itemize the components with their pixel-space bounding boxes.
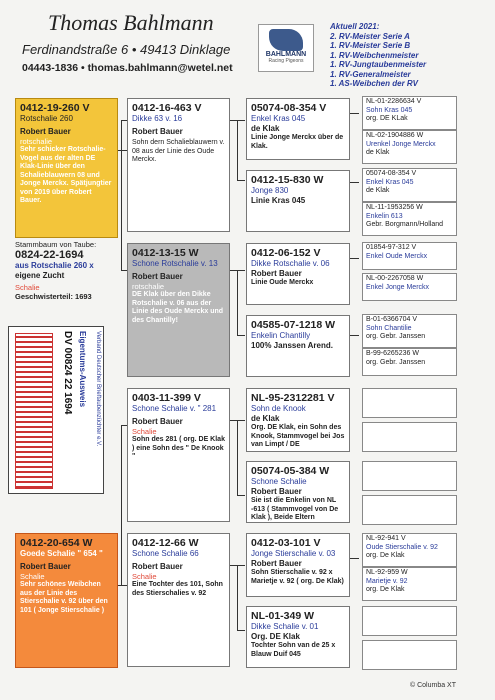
great-grandparent-card[interactable] bbox=[246, 98, 350, 160]
empty-ancestor-box bbox=[362, 606, 457, 636]
ggp-name: Sohn de Knook bbox=[251, 404, 306, 413]
ggp-name: Dikke Schalie v. 01 bbox=[251, 622, 319, 631]
father-color: rotschalie bbox=[20, 137, 53, 146]
ancestor-owner: org. De Klak bbox=[366, 552, 405, 559]
mother-desc: Sehr schönes Weibchen aus der Linie des Stierschalie v. 92 über den 101 ( Jonge Stierschalie ) bbox=[20, 581, 108, 614]
ggp-desc: Sohn Stierschalie v. 92 x Marietje v. 92 ( org. De Klak) bbox=[251, 569, 344, 585]
ggp-name: Jonge 830 bbox=[251, 186, 289, 195]
ggp-ring: NL-95-2312281 V bbox=[251, 392, 335, 404]
gp-desc: DE Klak über den Dikke Rotschalie v. 06 aus der Linie des Oude Merckx und des Chantilly! bbox=[132, 291, 224, 324]
ancestor-ring: NL-92-959 W bbox=[366, 569, 408, 576]
pigeon-logo-icon bbox=[269, 29, 303, 51]
main-ring: 0824-22-1694 bbox=[15, 249, 84, 261]
ggp-owner: de Klak bbox=[251, 414, 280, 423]
ancestor-ring: 05074-08-354 V bbox=[366, 170, 417, 177]
ancestor-ring: NL-02-1904886 W bbox=[366, 132, 424, 139]
gp-owner: Robert Bauer bbox=[132, 562, 183, 571]
empty-ancestor-box bbox=[362, 422, 457, 452]
ancestor-owner: org. Gebr. Janssen bbox=[366, 333, 426, 340]
ancestor-box[interactable] bbox=[362, 567, 457, 601]
ggp-desc: Linie Oude Merckx bbox=[251, 279, 314, 286]
ancestor-owner: de Klak bbox=[366, 149, 390, 156]
gp-ring: 0403-11-399 V bbox=[132, 392, 201, 404]
ggp-name: Jonge Stierschalie v. 03 bbox=[251, 549, 336, 558]
ancestor-name: Oude Stierschalie v. 92 bbox=[366, 543, 438, 551]
stamp-ring: DV 00824 22 1694 bbox=[62, 331, 73, 415]
grandparent-card[interactable] bbox=[127, 98, 230, 232]
ggp-owner: 100% Janssen Arend. bbox=[251, 341, 333, 350]
ancestor-box[interactable] bbox=[362, 314, 457, 348]
mother-ring: 0412-20-654 W bbox=[20, 537, 93, 549]
ggp-name: Enkelin Chantilly bbox=[251, 331, 311, 340]
ggp-desc: Org. DE Klak, ein Sohn des Knook, Stammvogel bei Jos van Limpt / DE bbox=[251, 424, 345, 448]
ancestor-ring: NL-01-2286634 V bbox=[366, 98, 422, 105]
father-name: Rotschalie 260 bbox=[20, 114, 73, 123]
ggp-ring: NL-01-349 W bbox=[251, 610, 315, 622]
empty-ancestor-box bbox=[362, 640, 457, 670]
achievement-item: 1. AS-Weibchen der RV bbox=[330, 79, 419, 88]
grandparent-card[interactable] bbox=[127, 243, 230, 377]
ancestor-owner: Gebr. Borgmann/Holland bbox=[366, 221, 444, 228]
ggp-owner: de Klak bbox=[251, 124, 280, 133]
ancestor-box[interactable] bbox=[362, 242, 457, 270]
mother-owner: Robert Bauer bbox=[20, 562, 71, 571]
ggp-ring: 05074-05-384 W bbox=[251, 465, 330, 477]
ggp-name: Enkel Kras 045 bbox=[251, 114, 306, 123]
main-pigeon bbox=[15, 240, 120, 312]
ancestor-box[interactable] bbox=[362, 533, 457, 567]
ancestor-owner: org. DE KLak bbox=[366, 115, 408, 122]
great-grandparent-card[interactable] bbox=[246, 243, 350, 305]
ancestor-name: Enkel Kras 045 bbox=[366, 178, 414, 186]
mother-name: Goede Schalie " 654 " bbox=[20, 549, 103, 558]
ggp-desc: Linie Jonge Merckx über de Klak. bbox=[251, 134, 344, 150]
ancestor-box[interactable] bbox=[362, 273, 457, 301]
ancestor-owner: de Klak bbox=[366, 187, 390, 194]
ancestor-owner: org. Gebr. Janssen bbox=[366, 358, 426, 366]
ancestor-name: Sohn Kras 045 bbox=[366, 106, 413, 114]
empty-ancestor-box bbox=[362, 461, 457, 491]
ggp-owner: Robert Bauer bbox=[251, 487, 302, 496]
logo bbox=[258, 24, 314, 72]
breeder-address: Ferdinandstraße 6 • 49413 Dinklage bbox=[22, 42, 231, 57]
ancestor-owner: org. De Klak bbox=[366, 586, 405, 593]
ancestor-ring: NL-92-941 V bbox=[366, 535, 406, 542]
main-mother-ref: eigene Zucht bbox=[15, 271, 65, 280]
gp-ring: 0412-13-15 W bbox=[132, 247, 199, 259]
father-ring: 0412-19-260 V bbox=[20, 102, 90, 114]
ancestor-name: Urenkel Jonge Merckx bbox=[366, 140, 436, 148]
pedigree-caption: Stammbaum von Taube: bbox=[15, 240, 97, 249]
great-grandparent-card[interactable] bbox=[246, 606, 350, 668]
achievements-title: Aktuell 2021: bbox=[330, 22, 380, 31]
ggp-desc: Tochter Sohn van de 25 x Blauw Duif 045 bbox=[251, 642, 336, 658]
gp-ring: 0412-12-66 W bbox=[132, 537, 199, 549]
ancestor-name: Sohn Chantilie bbox=[366, 324, 412, 332]
great-grandparent-card[interactable] bbox=[246, 533, 350, 597]
gp-name: Schone Schalie 66 bbox=[132, 549, 199, 558]
logo-text: BAHLMANN bbox=[265, 51, 307, 58]
ancestor-box[interactable] bbox=[362, 348, 457, 376]
ggp-owner: Org. DE Klak bbox=[251, 632, 300, 641]
gp-owner: Robert Bauer bbox=[132, 127, 183, 136]
gp-color: Schalie bbox=[132, 427, 157, 436]
father-card[interactable] bbox=[15, 98, 118, 238]
gp-color: Schalie bbox=[132, 572, 157, 581]
gp-owner: Robert Bauer bbox=[132, 272, 183, 281]
ggp-owner: Robert Bauer bbox=[251, 559, 302, 568]
gp-ring: 0412-16-463 V bbox=[132, 102, 202, 114]
gp-desc: Eine Tochter des 101, Sohn des Stierschalies v. 92 bbox=[132, 581, 223, 597]
great-grandparent-card[interactable] bbox=[246, 461, 350, 523]
eagle-icon bbox=[15, 333, 53, 489]
father-owner: Robert Bauer bbox=[20, 127, 71, 136]
ancestor-name: Enkelin 613 bbox=[366, 212, 403, 220]
ancestor-ring: NL-00-2267058 W bbox=[366, 275, 424, 282]
ancestor-ring: B-99-6265236 W bbox=[366, 350, 419, 357]
great-grandparent-card[interactable] bbox=[246, 388, 350, 452]
grandparent-card[interactable] bbox=[127, 388, 230, 522]
ggp-ring: 0412-03-101 V bbox=[251, 537, 321, 549]
ancestor-ring: 01854-97-312 V bbox=[366, 244, 417, 251]
ancestor-name: Enkel Oude Merckx bbox=[366, 252, 428, 260]
achievement-item: 1. RV-Meister Serie B bbox=[330, 41, 411, 50]
achievement-item: 1. RV-Jungtaubenmeister bbox=[330, 60, 427, 69]
stamp-org: Verband Deutscher Brieftaubenzüchter e.V. bbox=[95, 331, 101, 447]
footer-credit: © Columba XT bbox=[410, 682, 457, 689]
ancestor-box[interactable] bbox=[362, 202, 457, 236]
ancestor-box[interactable] bbox=[362, 168, 457, 202]
gp-desc: Sohn dern Schalieblauwern v. 08 aus der Linie des Oude Merckx. bbox=[132, 139, 225, 163]
ancestor-box[interactable] bbox=[362, 130, 457, 164]
achievement-item: 1. RV-Generalmeister bbox=[330, 69, 411, 79]
gp-name: Dikke 63 v. 16 bbox=[132, 114, 183, 123]
mother-color: Schalie bbox=[20, 572, 45, 581]
ancestor-ring: B-01-6366704 V bbox=[366, 316, 417, 323]
gp-name: Schone Rotschalie v. 13 bbox=[132, 259, 218, 268]
stamp-title: Eigentums-Ausweis bbox=[78, 331, 87, 408]
ancestor-name: Marietje v. 92 bbox=[366, 577, 408, 585]
main-sibling: Geschwisterteil: 1693 bbox=[15, 292, 92, 301]
breeder-contact: 04443-1836 • thomas.bahlmann@wetel.net bbox=[22, 62, 233, 74]
father-desc: Sehr schicker Rotschalie-Vogel aus der alten DE Klak-Linie über den Schalieblauwern 08 und Jonge Merckx. Spätjungtier von 2019 über Robert Bauer. bbox=[20, 146, 112, 204]
ownership-card bbox=[8, 326, 104, 494]
ggp-ring: 0412-15-830 W bbox=[251, 174, 324, 186]
empty-ancestor-box bbox=[362, 388, 457, 418]
achievements bbox=[330, 22, 426, 89]
ggp-owner: Linie Kras 045 bbox=[251, 196, 306, 205]
achievement-item: 1. RV-Weibchenmeister bbox=[330, 50, 419, 60]
ggp-ring: 0412-06-152 V bbox=[251, 247, 321, 259]
ggp-name: Dikke Rotschalie v. 06 bbox=[251, 259, 330, 268]
ancestor-ring: NL-11-1953256 W bbox=[366, 204, 423, 211]
ggp-owner: Robert Bauer bbox=[251, 269, 302, 278]
great-grandparent-card[interactable] bbox=[246, 315, 350, 377]
gp-name: Schone Schalie v. " 281 bbox=[132, 404, 217, 413]
mother-card[interactable] bbox=[15, 533, 118, 668]
ggp-ring: 04585-07-1218 W bbox=[251, 319, 336, 331]
gp-owner: Robert Bauer bbox=[132, 417, 183, 426]
grandparent-card[interactable] bbox=[127, 533, 230, 667]
ancestor-name: Enkel Jonge Merckx bbox=[366, 283, 430, 291]
ggp-desc: Sie ist die Enkelin von NL -613 ( Stammvogel von De Klak ), Beide Eltern bbox=[251, 497, 339, 521]
ancestor-box[interactable] bbox=[362, 96, 457, 130]
main-father-ref: aus Rotschalie 260 x bbox=[15, 261, 94, 270]
ggp-name: Schone Schalie bbox=[251, 477, 307, 486]
empty-ancestor-box bbox=[362, 495, 457, 525]
main-color: Schalie bbox=[15, 283, 40, 292]
great-grandparent-card[interactable] bbox=[246, 170, 350, 232]
gp-color: rotschalie bbox=[132, 282, 165, 291]
ggp-ring: 05074-08-354 V bbox=[251, 102, 327, 114]
logo-sub: Racing Pigeons bbox=[268, 58, 304, 64]
gp-desc: Sohn des 281 ( org. DE Klak ) eine Sohn des " De Knook " bbox=[132, 436, 225, 460]
breeder-name: Thomas Bahlmann bbox=[48, 10, 214, 35]
achievement-item: 2. RV-Meister Serie A bbox=[330, 31, 410, 41]
